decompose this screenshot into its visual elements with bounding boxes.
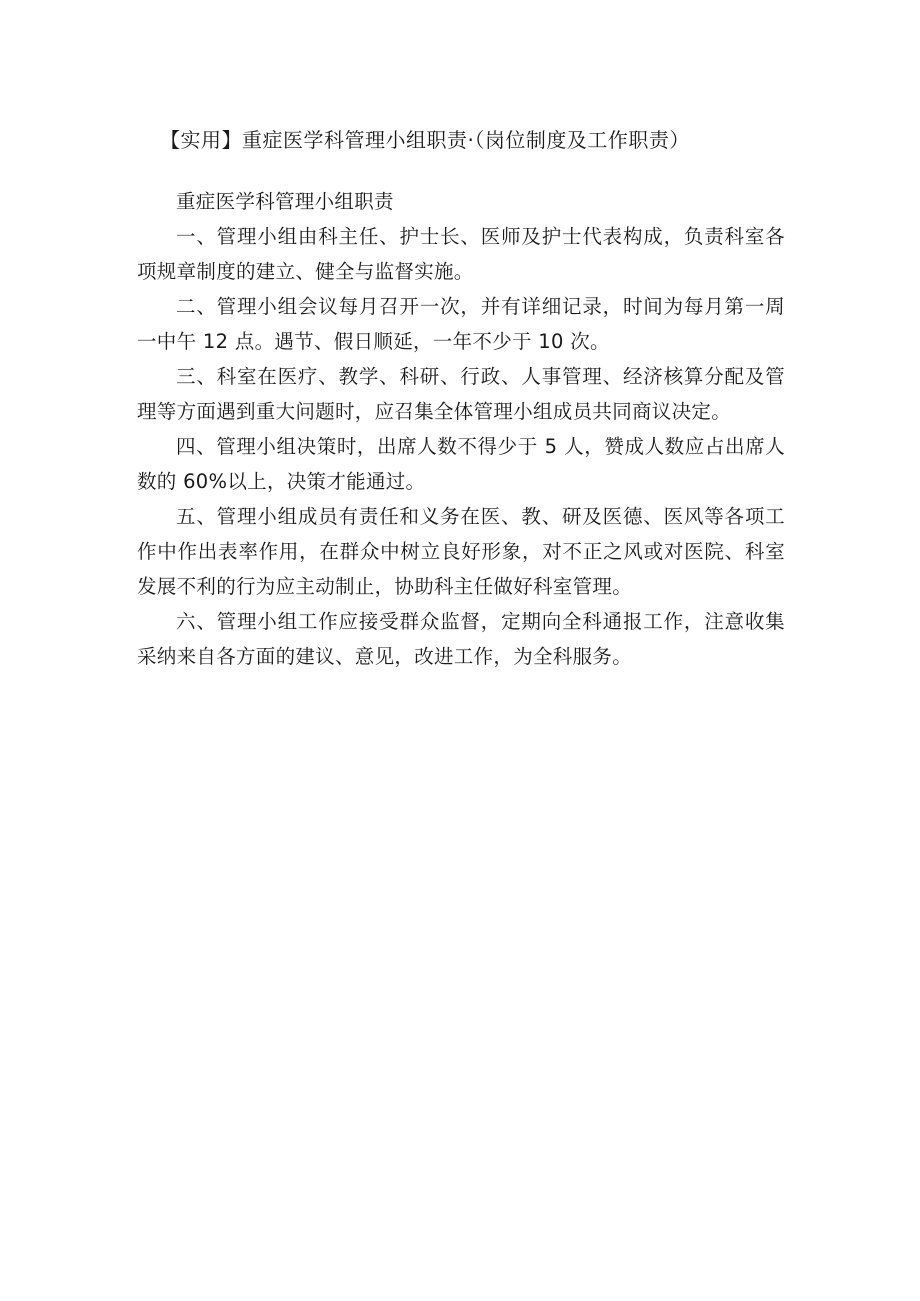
document-body: [137, 184, 785, 674]
document-title: 【实用】重症医学科管理小组职责·（岗位制度及工作职责）: [160, 128, 690, 152]
paragraph-5: 五、管理小组成员有责任和义务在医、教、研及医德、医风等各项工作中作出表率作用，在群众中树立良好形象，对不正之风或对医院、科室发展不利的行为应主动制止，协助科主任做好科室管理。: [137, 505, 785, 598]
section-heading: 重症医学科管理小组职责: [176, 190, 394, 213]
paragraph-1: 一、管理小组由科主任、护士长、医师及护士代表构成，负责科室各项规章制度的建立、健全与监督实施。: [137, 225, 785, 283]
paragraph-4: 四、管理小组决策时，出席人数不得少于 5 人，赞成人数应占出席人数的 60%以上，决策才能通过。: [137, 435, 785, 493]
paragraph-6: 六、管理小组工作应接受群众监督，定期向全科通报工作，注意收集采纳来自各方面的建议、意见，改进工作，为全科服务。: [137, 610, 785, 668]
paragraph-3: 三、科室在医疗、教学、科研、行政、人事管理、经济核算分配及管理等方面遇到重大问题时，应召集全体管理小组成员共同商议决定。: [137, 365, 785, 423]
paragraph-2: 二、管理小组会议每月召开一次，并有详细记录，时间为每月第一周一中午 12 点。遇节、假日顺延，一年不少于 10 次。: [137, 295, 785, 353]
